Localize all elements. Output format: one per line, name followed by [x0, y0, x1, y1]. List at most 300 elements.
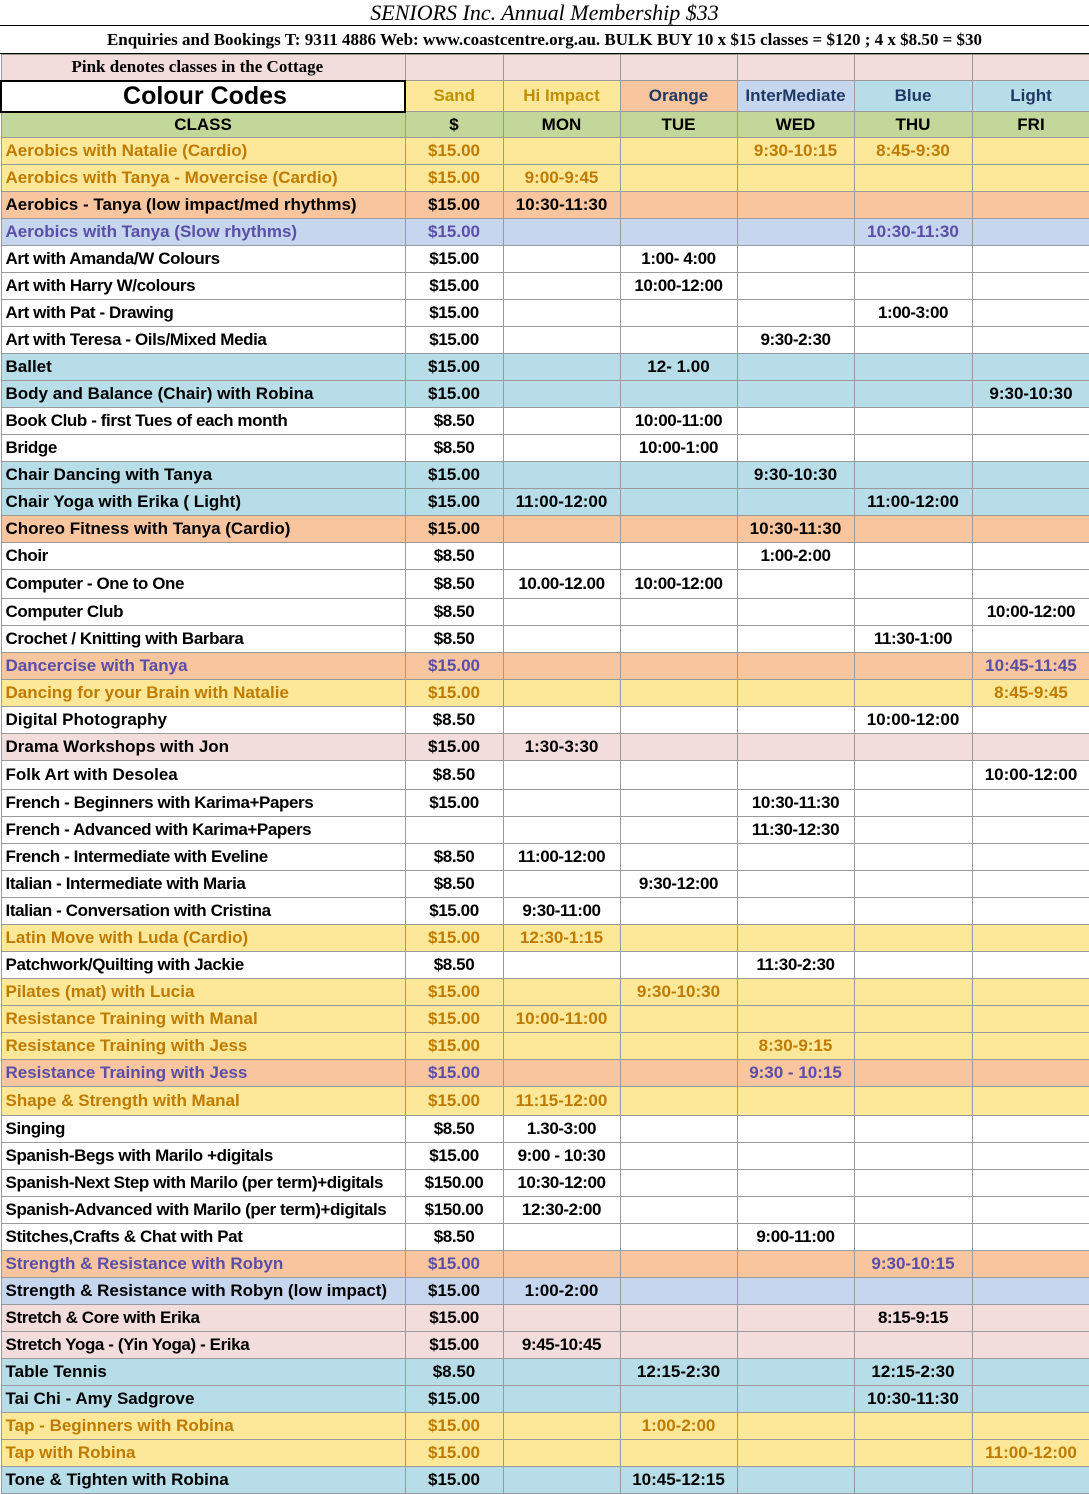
mon-time: 9:45-10:45 — [503, 1332, 620, 1359]
class-row — [1, 1087, 1089, 1116]
class-price — [405, 817, 503, 844]
colour-code-sand: Sand — [405, 81, 503, 112]
thu-time — [854, 246, 972, 273]
class-row — [1, 680, 1089, 707]
class-price: $15.00 — [405, 1033, 503, 1060]
class-name: Aerobics with Tanya (Slow rhythms) — [1, 219, 405, 246]
class-row — [1, 1332, 1089, 1359]
mon-time — [503, 327, 620, 354]
class-price: $15.00 — [405, 246, 503, 273]
class-name: Drama Workshops with Jon — [1, 734, 405, 761]
mon-time — [503, 1251, 620, 1278]
column-header-tue: TUE — [620, 112, 737, 138]
wed-time — [737, 761, 854, 790]
mon-time: 10.00-12.00 — [503, 570, 620, 599]
class-row — [1, 1143, 1089, 1170]
tue-time: 10:00-1:00 — [620, 435, 737, 462]
thu-time — [854, 570, 972, 599]
fri-time — [972, 844, 1089, 871]
class-price: $15.00 — [405, 489, 503, 516]
tue-time — [620, 817, 737, 844]
class-row — [1, 1197, 1089, 1224]
thu-time — [854, 327, 972, 354]
class-row — [1, 790, 1089, 817]
tue-time — [620, 1033, 737, 1060]
wed-time: 1:00-2:00 — [737, 543, 854, 570]
mon-time — [503, 952, 620, 979]
class-name: Dancing for your Brain with Natalie — [1, 680, 405, 707]
wed-time — [737, 1170, 854, 1197]
class-name: Computer Club — [1, 599, 405, 626]
fri-time — [972, 1116, 1089, 1143]
tue-time — [620, 952, 737, 979]
fri-time — [972, 327, 1089, 354]
fri-time — [972, 925, 1089, 952]
column-header-wed: WED — [737, 112, 854, 138]
class-price: $15.00 — [405, 1006, 503, 1033]
wed-time — [737, 1116, 854, 1143]
wed-time: 10:30-11:30 — [737, 516, 854, 543]
fri-time: 9:30-10:30 — [972, 381, 1089, 408]
fri-time — [972, 489, 1089, 516]
wed-time — [737, 1278, 854, 1305]
thu-time — [854, 1467, 972, 1494]
wed-time — [737, 1386, 854, 1413]
class-row — [1, 761, 1089, 790]
column-header-row — [1, 112, 1089, 138]
fri-time — [972, 543, 1089, 570]
class-price: $150.00 — [405, 1170, 503, 1197]
tue-time — [620, 626, 737, 653]
class-name: Tap with Robina — [1, 1440, 405, 1467]
fri-time — [972, 1413, 1089, 1440]
class-row — [1, 871, 1089, 898]
class-row — [1, 1116, 1089, 1143]
mon-time — [503, 1033, 620, 1060]
fri-time — [972, 435, 1089, 462]
class-price: $15.00 — [405, 979, 503, 1006]
fri-time — [972, 246, 1089, 273]
class-price: $15.00 — [405, 1467, 503, 1494]
page-title: SENIORS Inc. Annual Membership $33 — [370, 0, 719, 25]
class-row — [1, 817, 1089, 844]
mon-time — [503, 543, 620, 570]
class-price: $15.00 — [405, 327, 503, 354]
class-row — [1, 489, 1089, 516]
tue-time: 9:30-10:30 — [620, 979, 737, 1006]
thu-time — [854, 1440, 972, 1467]
wed-time — [737, 1143, 854, 1170]
class-price: $15.00 — [405, 1087, 503, 1116]
tue-time — [620, 1386, 737, 1413]
fri-time — [972, 165, 1089, 192]
tue-time — [620, 599, 737, 626]
class-price: $8.50 — [405, 707, 503, 734]
thu-time: 8:45-9:30 — [854, 138, 972, 165]
thu-time: 8:15-9:15 — [854, 1305, 972, 1332]
class-name: Shape & Strength with Manal — [1, 1087, 405, 1116]
fri-time — [972, 1386, 1089, 1413]
class-row — [1, 1224, 1089, 1251]
class-row — [1, 925, 1089, 952]
class-price: $15.00 — [405, 462, 503, 489]
thu-time — [854, 543, 972, 570]
wed-time — [737, 734, 854, 761]
class-name: Stretch & Core with Erika — [1, 1305, 405, 1332]
class-price: $15.00 — [405, 192, 503, 219]
fri-time — [972, 626, 1089, 653]
thu-time — [854, 516, 972, 543]
class-price: $15.00 — [405, 354, 503, 381]
empty-cell — [405, 55, 503, 81]
thu-time: 9:30-10:15 — [854, 1251, 972, 1278]
empty-cell — [620, 55, 737, 81]
wed-time: 8:30-9:15 — [737, 1033, 854, 1060]
class-name: Digital Photography — [1, 707, 405, 734]
mon-time — [503, 1440, 620, 1467]
tue-time — [620, 898, 737, 925]
class-price: $15.00 — [405, 1305, 503, 1332]
mon-time: 11:00-12:00 — [503, 844, 620, 871]
wed-time — [737, 653, 854, 680]
class-name: Art with Pat - Drawing — [1, 300, 405, 327]
class-row — [1, 1467, 1089, 1494]
tue-time — [620, 925, 737, 952]
wed-time — [737, 273, 854, 300]
thu-time — [854, 952, 972, 979]
tue-time — [620, 543, 737, 570]
class-row — [1, 626, 1089, 653]
class-row — [1, 138, 1089, 165]
fri-time — [972, 707, 1089, 734]
enquiries-text: Enquiries and Bookings T: 9311 4886 Web: www.coastcentre.org.au. BULK BUY 10 x $15 classes = $120 ; 4 x $8.50 = $30 — [106, 29, 983, 49]
tue-time — [620, 327, 737, 354]
class-name: Body and Balance (Chair) with Robina — [1, 381, 405, 408]
fri-time — [972, 1467, 1089, 1494]
class-name: Computer - One to One — [1, 570, 405, 599]
thu-time: 10:30-11:30 — [854, 219, 972, 246]
tue-time — [620, 138, 737, 165]
tue-time — [620, 1116, 737, 1143]
mon-time — [503, 871, 620, 898]
class-name: Italian - Conversation with Cristina — [1, 898, 405, 925]
class-price: $15.00 — [405, 516, 503, 543]
class-row — [1, 381, 1089, 408]
thu-time: 11:30-1:00 — [854, 626, 972, 653]
empty-cell — [972, 55, 1089, 81]
colour-codes-row — [1, 81, 1089, 112]
thu-time — [854, 1278, 972, 1305]
class-price: $15.00 — [405, 273, 503, 300]
wed-time — [737, 680, 854, 707]
class-price: $8.50 — [405, 952, 503, 979]
class-price: $15.00 — [405, 734, 503, 761]
tue-time — [620, 844, 737, 871]
mon-time — [503, 653, 620, 680]
class-row — [1, 327, 1089, 354]
tue-time — [620, 1440, 737, 1467]
class-price: $15.00 — [405, 1278, 503, 1305]
wed-time — [737, 871, 854, 898]
thu-time — [854, 1413, 972, 1440]
mon-time — [503, 1305, 620, 1332]
mon-time — [503, 707, 620, 734]
class-name: Patchwork/Quilting with Jackie — [1, 952, 405, 979]
thu-time — [854, 192, 972, 219]
thu-time: 12:15-2:30 — [854, 1359, 972, 1386]
wed-time — [737, 1332, 854, 1359]
fri-time — [972, 1332, 1089, 1359]
tue-time — [620, 1224, 737, 1251]
class-row — [1, 246, 1089, 273]
class-row — [1, 707, 1089, 734]
class-row — [1, 844, 1089, 871]
class-name: Crochet / Knitting with Barbara — [1, 626, 405, 653]
mon-time — [503, 680, 620, 707]
class-name: Choir — [1, 543, 405, 570]
tue-time — [620, 653, 737, 680]
class-name: Spanish-Next Step with Marilo (per term)+digitals — [1, 1170, 405, 1197]
mon-time — [503, 817, 620, 844]
empty-cell — [854, 55, 972, 81]
class-name: Singing — [1, 1116, 405, 1143]
tue-time — [620, 1332, 737, 1359]
class-price: $15.00 — [405, 300, 503, 327]
class-row — [1, 898, 1089, 925]
class-price: $15.00 — [405, 898, 503, 925]
class-row — [1, 1305, 1089, 1332]
class-name: Ballet — [1, 354, 405, 381]
fri-time — [972, 1197, 1089, 1224]
thu-time — [854, 1170, 972, 1197]
wed-time: 9:00-11:00 — [737, 1224, 854, 1251]
wed-time — [737, 844, 854, 871]
class-name: French - Beginners with Karima+Papers — [1, 790, 405, 817]
fri-time: 10:00-12:00 — [972, 761, 1089, 790]
tue-time — [620, 300, 737, 327]
mon-time: 9:00-9:45 — [503, 165, 620, 192]
class-name: Chair Dancing with Tanya — [1, 462, 405, 489]
class-name: Book Club - first Tues of each month — [1, 408, 405, 435]
class-name: Resistance Training with Jess — [1, 1060, 405, 1087]
class-price: $15.00 — [405, 1413, 503, 1440]
column-header-class: CLASS — [1, 112, 405, 138]
class-row — [1, 653, 1089, 680]
mon-time — [503, 138, 620, 165]
wed-time — [737, 192, 854, 219]
fri-time — [972, 1060, 1089, 1087]
wed-time — [737, 1305, 854, 1332]
class-row — [1, 599, 1089, 626]
wed-time — [737, 626, 854, 653]
tue-time — [620, 1305, 737, 1332]
tue-time — [620, 1006, 737, 1033]
fri-time — [972, 871, 1089, 898]
tue-time — [620, 1197, 737, 1224]
fri-time — [972, 273, 1089, 300]
class-price: $15.00 — [405, 138, 503, 165]
class-price: $15.00 — [405, 1440, 503, 1467]
class-name: Choreo Fitness with Tanya (Cardio) — [1, 516, 405, 543]
mon-time — [503, 354, 620, 381]
class-price: $8.50 — [405, 1359, 503, 1386]
class-row — [1, 462, 1089, 489]
empty-cell — [503, 55, 620, 81]
class-name: Spanish-Begs with Marilo +digitals — [1, 1143, 405, 1170]
class-name: Spanish-Advanced with Marilo (per term)+digitals — [1, 1197, 405, 1224]
class-name: Tap - Beginners with Robina — [1, 1413, 405, 1440]
tue-time — [620, 761, 737, 790]
colour-codes-label: Colour Codes — [1, 81, 405, 112]
column-header-price: $ — [405, 112, 503, 138]
wed-time — [737, 1087, 854, 1116]
thu-time — [854, 165, 972, 192]
wed-time — [737, 570, 854, 599]
colour-code-hi-impact: Hi Impact — [503, 81, 620, 112]
fri-time — [972, 1305, 1089, 1332]
class-row — [1, 219, 1089, 246]
thu-time — [854, 1033, 972, 1060]
fri-time — [972, 138, 1089, 165]
thu-time — [854, 1006, 972, 1033]
class-price: $15.00 — [405, 680, 503, 707]
tue-time: 12:15-2:30 — [620, 1359, 737, 1386]
fri-time — [972, 1359, 1089, 1386]
class-row — [1, 273, 1089, 300]
wed-time: 9:30-10:15 — [737, 138, 854, 165]
wed-time: 9:30-2:30 — [737, 327, 854, 354]
wed-time — [737, 925, 854, 952]
mon-time: 11:15-12:00 — [503, 1087, 620, 1116]
wed-time — [737, 381, 854, 408]
class-row — [1, 1386, 1089, 1413]
class-price: $8.50 — [405, 1116, 503, 1143]
fri-time — [972, 1006, 1089, 1033]
mon-time — [503, 381, 620, 408]
thu-time — [854, 462, 972, 489]
class-name: Strength & Resistance with Robyn — [1, 1251, 405, 1278]
thu-time — [854, 1143, 972, 1170]
pink-note: Pink denotes classes in the Cottage — [1, 55, 405, 81]
thu-time — [854, 653, 972, 680]
class-price: $15.00 — [405, 1386, 503, 1413]
thu-time — [854, 354, 972, 381]
mon-time — [503, 599, 620, 626]
tue-time: 1:00-2:00 — [620, 1413, 737, 1440]
mon-time: 12:30-1:15 — [503, 925, 620, 952]
class-price: $15.00 — [405, 1251, 503, 1278]
wed-time — [737, 300, 854, 327]
mon-time — [503, 435, 620, 462]
class-row — [1, 1413, 1089, 1440]
wed-time — [737, 979, 854, 1006]
mon-time — [503, 790, 620, 817]
wed-time — [737, 435, 854, 462]
class-name: Stitches,Crafts & Chat with Pat — [1, 1224, 405, 1251]
class-row — [1, 1033, 1089, 1060]
tue-time — [620, 165, 737, 192]
class-price: $150.00 — [405, 1197, 503, 1224]
class-price: $15.00 — [405, 925, 503, 952]
mon-time — [503, 1359, 620, 1386]
tue-time — [620, 680, 737, 707]
class-price: $15.00 — [405, 165, 503, 192]
class-row — [1, 192, 1089, 219]
class-price: $8.50 — [405, 599, 503, 626]
class-name: Art with Harry W/colours — [1, 273, 405, 300]
class-price: $8.50 — [405, 626, 503, 653]
fri-time — [972, 1033, 1089, 1060]
tue-time — [620, 1251, 737, 1278]
class-row — [1, 1251, 1089, 1278]
tue-time — [620, 1143, 737, 1170]
class-name: Latin Move with Luda (Cardio) — [1, 925, 405, 952]
mon-time: 10:00-11:00 — [503, 1006, 620, 1033]
class-row — [1, 408, 1089, 435]
fri-time — [972, 979, 1089, 1006]
class-row — [1, 979, 1089, 1006]
mon-time: 1:00-2:00 — [503, 1278, 620, 1305]
class-price: $15.00 — [405, 653, 503, 680]
fri-time — [972, 192, 1089, 219]
wed-time: 11:30-12:30 — [737, 817, 854, 844]
class-name: Strength & Resistance with Robyn (low impact) — [1, 1278, 405, 1305]
fri-time — [972, 1224, 1089, 1251]
class-name: French - Advanced with Karima+Papers — [1, 817, 405, 844]
wed-time — [737, 599, 854, 626]
colour-code-orange: Orange — [620, 81, 737, 112]
class-name: Aerobics with Natalie (Cardio) — [1, 138, 405, 165]
thu-time: 1:00-3:00 — [854, 300, 972, 327]
class-name: French - Intermediate with Eveline — [1, 844, 405, 871]
wed-time — [737, 1197, 854, 1224]
wed-time — [737, 1440, 854, 1467]
class-name: Aerobics with Tanya - Movercise (Cardio) — [1, 165, 405, 192]
wed-time — [737, 1251, 854, 1278]
mon-time — [503, 300, 620, 327]
thu-time — [854, 817, 972, 844]
thu-time — [854, 408, 972, 435]
tue-time: 10:45-12:15 — [620, 1467, 737, 1494]
class-row — [1, 354, 1089, 381]
fri-time — [972, 570, 1089, 599]
wed-time — [737, 165, 854, 192]
mon-time — [503, 1467, 620, 1494]
class-row — [1, 1359, 1089, 1386]
fri-time — [972, 952, 1089, 979]
class-price: $8.50 — [405, 871, 503, 898]
tue-time — [620, 734, 737, 761]
mon-time — [503, 273, 620, 300]
wed-time: 9:30 - 10:15 — [737, 1060, 854, 1087]
wed-time: 11:30-2:30 — [737, 952, 854, 979]
class-name: Table Tennis — [1, 1359, 405, 1386]
class-row — [1, 165, 1089, 192]
class-row — [1, 952, 1089, 979]
class-name: Folk Art with Desolea — [1, 761, 405, 790]
class-name: Dancercise with Tanya — [1, 653, 405, 680]
colour-code-blue: Blue — [854, 81, 972, 112]
fri-time — [972, 898, 1089, 925]
timetable-grid — [0, 54, 1089, 1494]
wed-time: 10:30-11:30 — [737, 790, 854, 817]
class-name: Stretch Yoga - (Yin Yoga) - Erika — [1, 1332, 405, 1359]
tue-time — [620, 1278, 737, 1305]
tue-time: 10:00-12:00 — [620, 570, 737, 599]
class-row — [1, 1006, 1089, 1033]
fri-time — [972, 516, 1089, 543]
wed-time — [737, 1359, 854, 1386]
